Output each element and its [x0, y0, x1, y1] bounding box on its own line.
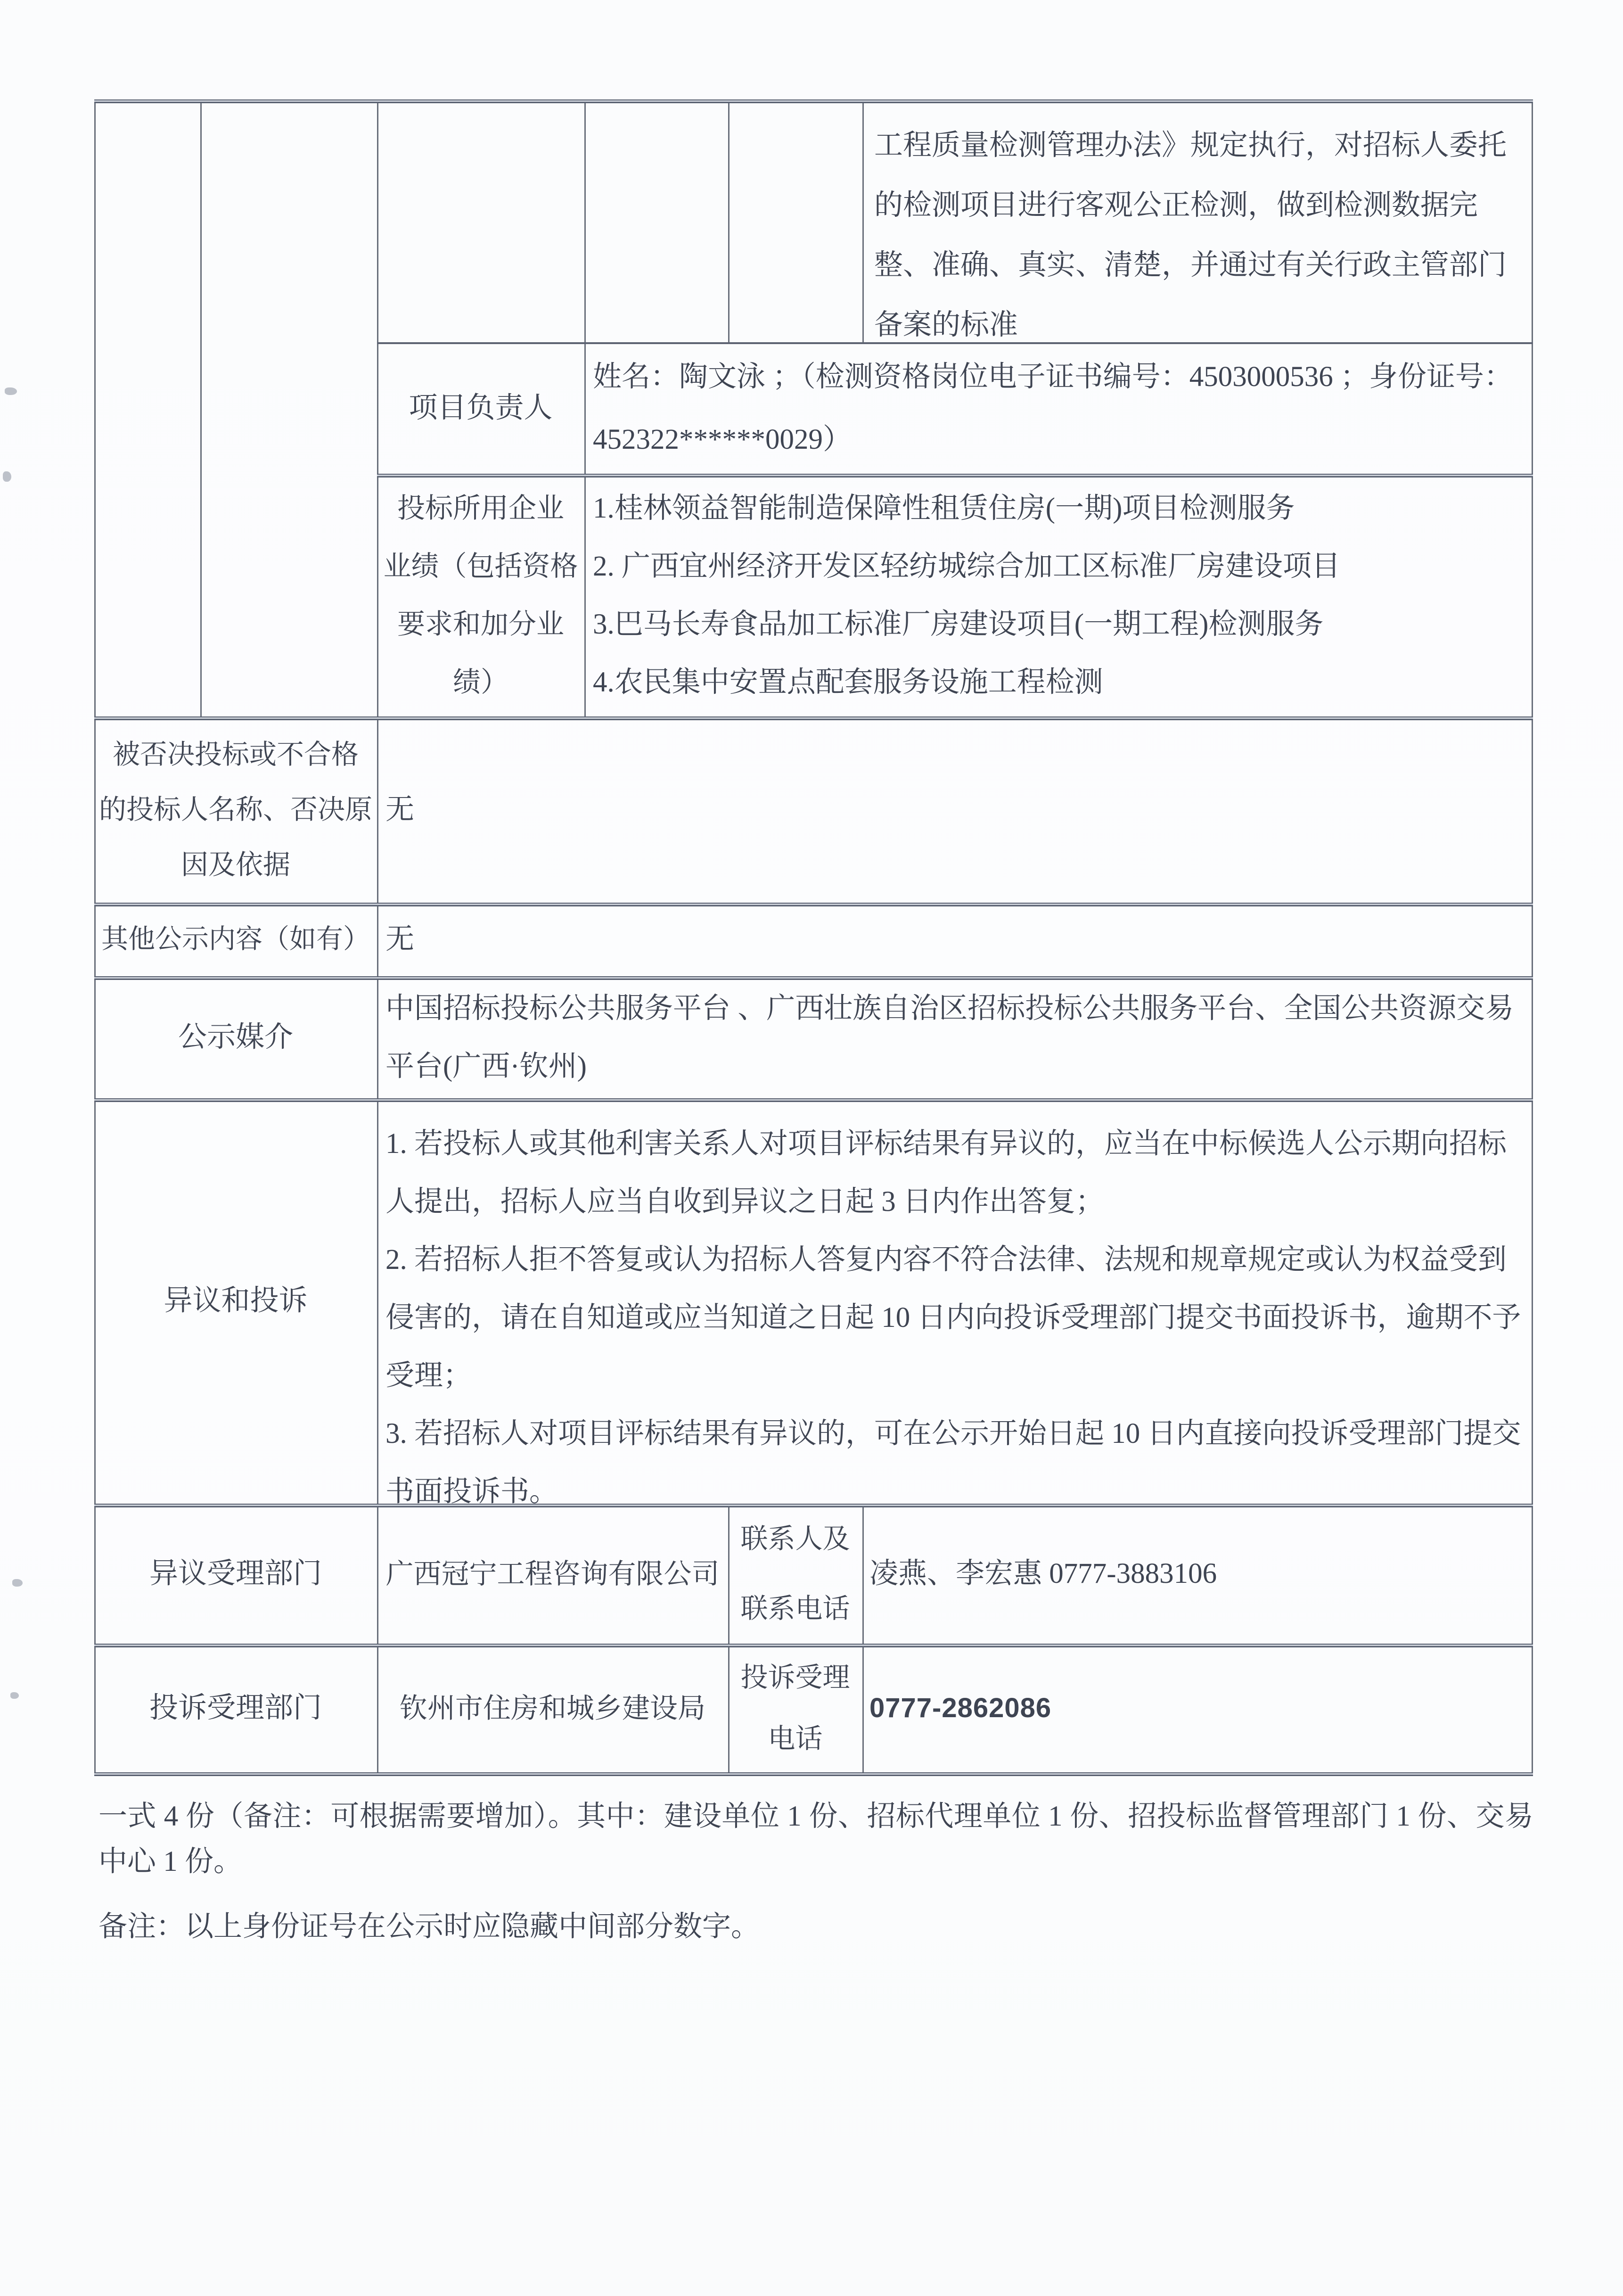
- objection-label: 异议和投诉: [164, 1285, 308, 1317]
- objection-contact-label: 联系人及联系电话: [740, 1523, 850, 1624]
- objection-paragraph: 1. 若投标人或其他利害关系人对项目评标结果有异议的，应当在中标候选人公示期向招标人提出，招标人应当自收到异议之日起 3 日内作出答复；: [385, 1128, 1507, 1218]
- rejected-label-line: 的投标人名称、否决原: [98, 794, 372, 825]
- grid-line-col1: [200, 99, 202, 716]
- other-content-value: 无: [385, 923, 415, 955]
- performance-label-line: 投标所用企业: [397, 492, 564, 524]
- complaint-phone-value: 0777-2862086: [869, 1692, 1052, 1723]
- rejected-bidders-label: [94, 716, 377, 903]
- objection-contact-value: 凌燕、李宏惠 0777-3883106: [869, 1557, 1217, 1589]
- complaint-phone-label: 投诉受理电话: [740, 1662, 850, 1754]
- grid-line-col4-top: [728, 99, 730, 342]
- objection-dept-label: 异议受理部门: [149, 1557, 322, 1589]
- objection-paragraphs: [377, 1115, 1532, 1507]
- grid-line-bottom-border: [94, 1772, 1533, 1776]
- other-content-label: 其他公示内容（如有）: [101, 924, 370, 954]
- privacy-remark: 备注：以上身份证号在公示时应隐藏中间部分数字。: [98, 1911, 760, 1942]
- media-value: 中国招标投标公共服务平台 、广西壮族自治区招标投标公共服务平台、全国公共资源交易平台(广西·钦州): [385, 992, 1514, 1082]
- performance-item: 1.桂林领益智能制造保障性租赁住房(一期)项目检测服务: [593, 492, 1295, 524]
- media-label: 公示媒介: [178, 1021, 293, 1053]
- performance-label-line: 绩）: [452, 666, 508, 698]
- scan-artifact: [10, 1692, 19, 1699]
- rejected-label-line: 被否决投标或不合格: [112, 739, 359, 770]
- grid-line-col5-top: [862, 99, 864, 342]
- performance-item: 2. 广西宜州经济开发区轻纺城综合加工区标准厂房建设项目: [593, 550, 1341, 582]
- objection-dept-org: 广西冠宁工程咨询有限公司: [385, 1558, 720, 1589]
- grid-line-right-border: [1532, 99, 1533, 1772]
- project-leader-label: 项目负责人: [409, 392, 553, 424]
- scan-artifact: [3, 471, 11, 482]
- performance-label: [377, 474, 584, 716]
- objection-paragraph: 3. 若招标人对项目评标结果有异议的，可在公示开始日起 10 日内直接向投诉受理部门提交书面投诉书。: [385, 1418, 1521, 1507]
- rejected-label-line: 因及依据: [180, 849, 290, 880]
- performance-label-line: 业绩（包括资格: [383, 550, 578, 582]
- copies-note: 一式 4 份（备注：可根据需要增加）。其中：建设单位 1 份、招标代理单位 1 份、招投标监督管理部门 1 份、交易中心 1 份。: [98, 1801, 1533, 1877]
- scan-artifact: [5, 387, 17, 395]
- grid-line-top-border: [94, 99, 1533, 103]
- performance-item: 3.巴马长寿食品加工标准厂房建设项目(一期工程)检测服务: [593, 608, 1324, 640]
- complaint-dept-org: 钦州市住房和城乡建设局: [399, 1692, 705, 1724]
- scan-artifact: [12, 1579, 23, 1587]
- continuation-text-cell: 工程质量检测管理办法》规定执行，对招标人委托的检测项目进行客观公正检测，做到检测数据完整、准确、真实、清楚，并通过有关行政主管部门备案的标准: [874, 130, 1507, 341]
- performance-item: 4.农民集中安置点配套服务设施工程检测: [593, 666, 1103, 698]
- performance-items: [584, 474, 1532, 716]
- rejected-bidders-value: 无: [385, 793, 415, 825]
- performance-label-line: 要求和加分业: [397, 608, 564, 640]
- project-leader-value: 姓名：陶文泳 ；（检测资格岗位电子证书编号：4503000536 ；身份证号：452322******0029）: [593, 361, 1513, 455]
- grid-line-col5-bottom: [862, 1504, 864, 1772]
- objection-paragraph: 2. 若招标人拒不答复或认为招标人答复内容不符合法律、法规和规章规定或认为权益受到侵害的，请在自知道或应当知道之日起 10 日内向投诉受理部门提交书面投诉书，逾期不予受理；: [385, 1244, 1521, 1391]
- complaint-dept-label: 投诉受理部门: [149, 1692, 322, 1724]
